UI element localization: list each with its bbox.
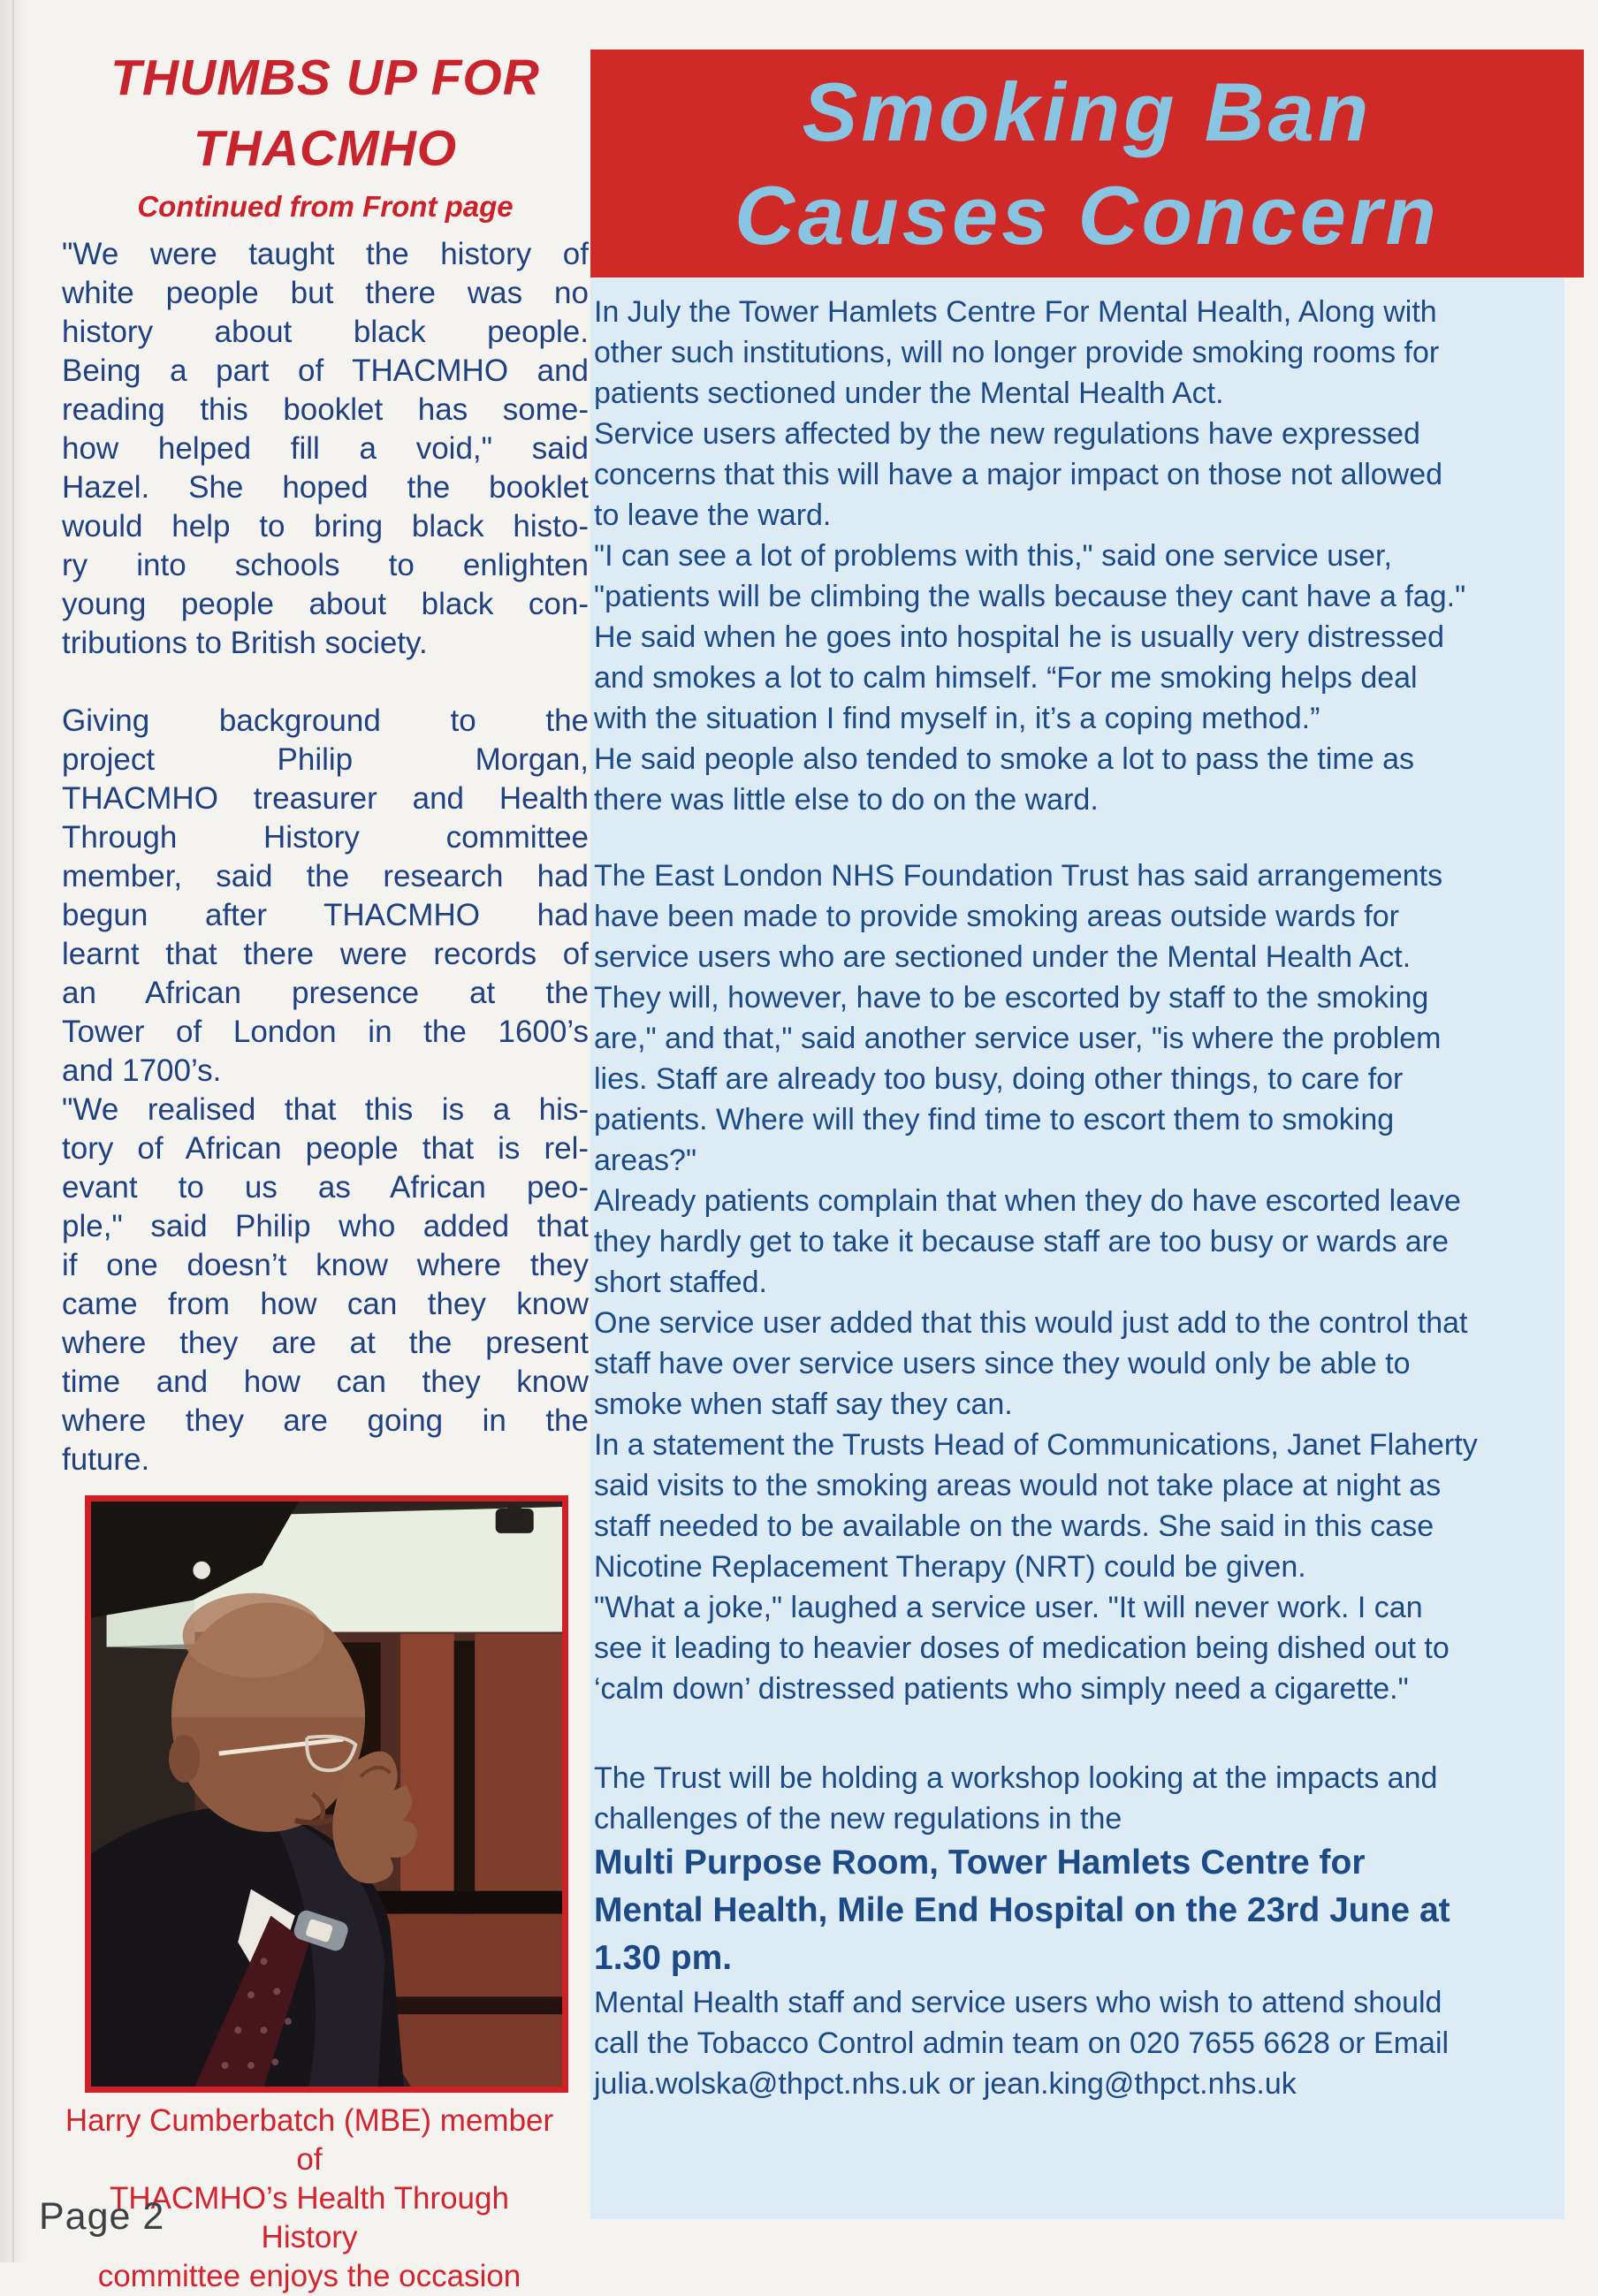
text-line: time and how can they know [62,1365,589,1399]
text-line: He said when he goes into hospital he is usually very distressed [594,620,1444,654]
text-line: where they are going in the [62,1403,589,1438]
paragraph [62,702,589,1091]
text-line: 1.30 pm. [594,1939,733,1977]
text-line: would help to bring black histo- [62,509,589,544]
text-line: Tower of London in the 1600’s [62,1015,589,1049]
text-line: The Trust will be holding a workshop looking at the impacts and [594,1761,1438,1795]
text-line: THACMHO treasurer and Health [62,781,589,816]
text-line: call the Tobacco Control admin team on 020 7655 6628 or Email [594,2026,1450,2060]
text-line: young people about black con- [62,587,589,621]
text-line: Already patients complain that when they do have escorted leave [594,1184,1461,1218]
text-line: staff have over service users since they would only be able to [594,1347,1411,1380]
text-line: have been made to provide smoking areas outside wards for [594,900,1399,933]
text-line: Through History committee [62,820,589,855]
text-line: patients sectioned under the Mental Health Act. [594,376,1224,410]
headline-line1: Smoking Ban [802,65,1373,158]
text-line: Nicotine Replacement Therapy (NRT) could be given. [594,1550,1306,1584]
text-line: they hardly get to take it because staff are too busy or wards are [594,1225,1450,1258]
text-line: begun after THACMHO had [62,898,589,932]
paragraph [594,1587,1556,1709]
text-line: learnt that there were records of [62,937,589,971]
text-line: Multi Purpose Room, Tower Hamlets Centre for [594,1844,1366,1882]
text-line: smoke when staff say they can. [594,1387,1013,1421]
text-line: "What a joke," laughed a service user. "It will never work. I can [594,1591,1423,1624]
scan-fold-line [12,0,14,2262]
text-line: ‘calm down’ distressed patients who simply need a cigarette." [594,1672,1409,1706]
text-line: history about black people. [62,315,589,349]
text-line: In July the Tower Hamlets Centre For Mental Health, Along with [594,295,1437,329]
text-line: Mental Health staff and service users who wish to attend should [594,1986,1442,2019]
text-line: lies. Staff are already too busy, doing other things, to care for [594,1062,1404,1096]
left-article-title [62,42,589,184]
text-line: where they are at the present [62,1326,589,1360]
text-line: julia.wolska@thpct.nhs.uk or jean.king@thpct.nhs.uk [594,2067,1297,2101]
text-line: said visits to the smoking areas would not take place at night as [594,1469,1442,1502]
text-line: ple," said Philip who added that [62,1209,589,1243]
text-line: tory of African people that is rel- [62,1131,589,1166]
text-line: if one doesn’t know where they [62,1248,589,1282]
paragraph [594,292,1556,414]
text-line: The East London NHS Foundation Trust has said arrangements [594,859,1443,893]
paragraph [594,1758,1556,1839]
text-line: "patients will be climbing the walls because they cant have a fag." [594,580,1466,613]
text-line: other such institutions, will no longer provide smoking rooms for [594,336,1440,369]
headline-line2: Causes Concern [734,169,1440,262]
left-article-body [62,235,589,1479]
text-line: In a statement the Trusts Head of Communications, Janet Flaherty [594,1428,1478,1462]
paragraph [594,1181,1556,1303]
text-line: Being a part of THACMHO and [62,354,589,388]
text-line: Mental Health, Mile End Hospital on the 23rd June at [594,1891,1450,1929]
text-line: One service user added that this would just add to the control that [594,1306,1468,1340]
text-line: "We were taught the history of [62,237,589,271]
paragraph [62,1091,589,1479]
text-line: THACMHO’s Health Through History [110,2181,509,2254]
paragraph [594,1982,1556,2104]
text-line: how helped fill a void," said [62,431,589,466]
smoking-ban-headline-banner [590,49,1584,277]
paragraph [594,536,1556,820]
paragraph [594,1425,1556,1587]
text-line: evant to us as African peo- [62,1170,589,1205]
text-line: service users who are sectioned under the Mental Health Act. [594,940,1412,974]
text-line: He said people also tended to smoke a lot to pass the time as [594,742,1414,776]
text-line: Giving background to the [62,703,589,738]
paragraph [62,235,589,663]
text-line: member, said the research had [62,859,589,893]
text-line: see it leading to heavier doses of medication being dished out to [594,1631,1450,1665]
text-line: Hazel. She hoped the booklet [62,470,589,505]
paragraph [594,1839,1556,1982]
photo-of-harry-cumberbatch [85,1495,568,2093]
photo-illustration [91,1502,562,2087]
text-line: reading this booklet has some- [62,392,589,427]
text-line: and 1700’s. [62,1053,222,1088]
text-line: staff needed to be available on the wards. She said in this case [594,1509,1434,1543]
text-line: an African presence at the [62,976,589,1010]
text-line: committee enjoys the occasion [97,2259,521,2293]
text-line: challenges of the new regulations in the [594,1802,1122,1836]
text-line: white people but there was no [62,276,589,310]
text-line: ry into schools to enlighten [62,548,589,582]
text-line: with the situation I find myself in, it’s a coping method.” [594,702,1320,735]
text-line: Harry Cumberbatch (MBE) member of [65,2103,554,2177]
text-line: "We realised that this is a his- [62,1092,589,1127]
paragraph [594,1303,1556,1425]
text-line: concerns that this will have a major impact on those not allowed [594,458,1443,491]
text-line: areas?" [594,1144,697,1177]
text-line: "I can see a lot of problems with this," said one service user, [594,539,1392,573]
text-line: tributions to British society. [62,626,428,660]
paragraph [594,855,1556,1181]
text-line: came from how can they know [62,1287,589,1321]
right-article-body [594,292,1556,2104]
text-line: are," and that," said another service user, "is where the problem [594,1022,1442,1055]
text-line: Service users affected by the new regulations have expressed [594,417,1420,451]
text-line: project Philip Morgan, [62,742,589,777]
text-line: there was little else to do on the ward. [594,783,1099,817]
text-line: to leave the ward. [594,498,832,532]
page-number: Page 2 [39,2195,165,2238]
text-line: short staffed. [594,1266,767,1299]
continued-from-front-page-note: Continued from Front page [137,190,514,223]
text-line: They will, however, have to be escorted by staff to the smoking [594,981,1429,1015]
text-line: future. [62,1442,150,1477]
text-line: patients. Where will they find time to escort them to smoking [594,1103,1395,1137]
left-article-title-line1: THUMBS UP FOR [110,49,540,106]
left-article-title-line2: THACMHO [193,120,458,177]
text-line: and smokes a lot to calm himself. “For me smoking helps deal [594,661,1418,695]
paragraph [594,414,1556,536]
